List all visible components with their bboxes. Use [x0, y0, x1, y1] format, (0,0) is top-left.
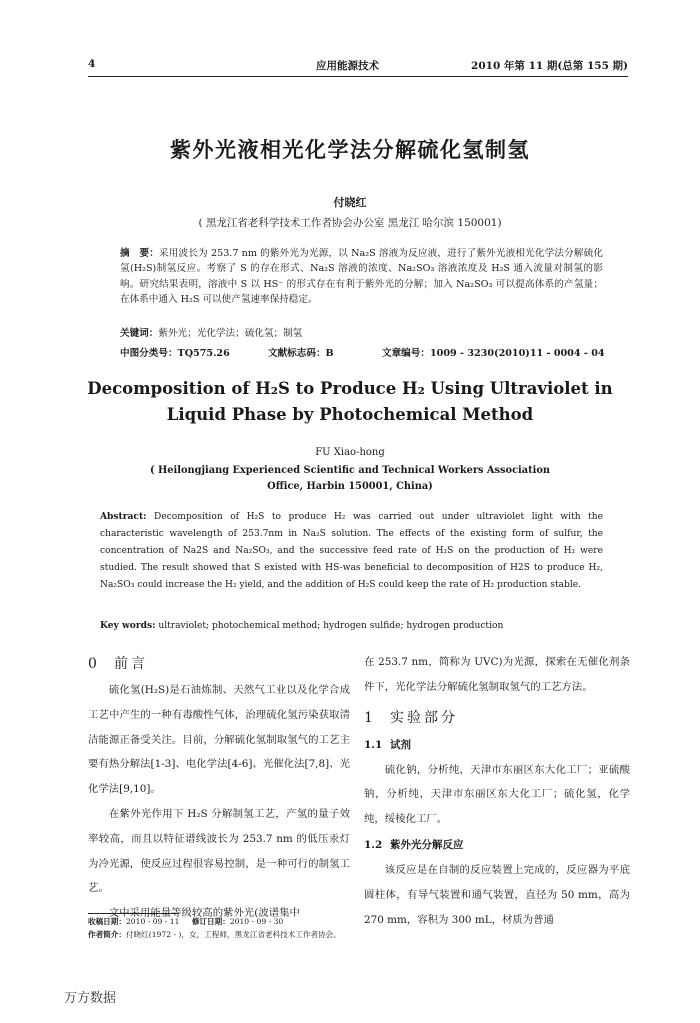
section-number: 1: [364, 709, 373, 726]
keywords-english: [100, 620, 603, 631]
abstract-chinese: [120, 246, 603, 308]
footnote-dates: [88, 916, 350, 929]
keywords-english-text: ultraviolet; photochemical method; hydrogen sulfide; hydrogen production: [155, 621, 504, 631]
section-number: 0: [88, 656, 97, 672]
subsection-title: 紫外光分解反应: [390, 838, 464, 851]
section-heading-experiment: [364, 704, 630, 732]
bio-label: 作者简介：: [88, 929, 126, 939]
keywords-chinese: [120, 325, 603, 339]
subsection-heading-reagents: [364, 732, 630, 758]
footnote-bio: [88, 929, 350, 942]
abstract-english: [100, 509, 603, 594]
affiliation-chinese: ( 黑龙江省老科学技术工作者协会办公室 黑龙江 哈尔滨 150001): [198, 217, 502, 229]
intro-paragraph-1: 硫化氢(H₂S)是石油炼制、天然气工业以及化学合成工艺中产生的一种有毒酸性气体，治理硫化氢污染获取清洁能源正备受关注。目前，分解硫化氢制取氢气的工艺主要有热分解法[1-3]、电化学法[4-6]、光催化法[7,8]、光化学法[9,10]。: [88, 684, 350, 796]
left-column: [88, 650, 350, 926]
abstract-english-text: Decomposition of H₂S to produce H₂ was carried out under ultraviolet light with the characteristic wavelength of 253.7nm in Na₂S solution. The effects of the existing form of sulfur, the concentration of Na2S and Na₂SO₃, and the successive feed rate of H₂S on the production of H₂ were studied. The result showed that S existed with HS-was beneficial to decomposition of H2S to produce H₂, Na₂SO₃ could increase the H₂ yield, and the addition of H₂S could keep the rate of H₂ production stable.: [100, 512, 603, 590]
subsection-heading-reaction: [364, 832, 630, 858]
article-number: 文章编号：1009 - 3230(2010)11 - 0004 - 04: [382, 348, 605, 359]
received-label: 收稿日期：: [88, 917, 126, 926]
running-header: [88, 58, 628, 76]
keywords-chinese-text: 紫外光；光化学法；硫化氢；制氢: [158, 328, 303, 339]
revised-label: 修订日期：: [191, 917, 230, 926]
reagents-paragraph: 硫化钠，分析纯，天津市东丽区东大化工厂；亚硫酸钠，分析纯，天津市东丽区东大化工厂；硫化氢，化学纯，绥棱化工厂。: [364, 763, 630, 826]
title-english-line1: Decomposition of H₂S to Produce H₂ Using Ultraviolet in: [87, 379, 613, 398]
right-column: [364, 650, 630, 932]
revised-date: 2010 - 09 - 30: [229, 917, 284, 926]
issue-info: 2010 年第 11 期(总第 155 期): [471, 60, 628, 72]
bio-text: 付晓红(1972 - )，女，工程师，黑龙江省老科技术工作者协会。: [125, 929, 341, 939]
keywords-english-label: Key words:: [100, 620, 156, 631]
abstract-chinese-label: 摘 要：: [120, 248, 160, 259]
title-chinese: 紫外光液相光化学法分解硫化氢制氢: [170, 137, 530, 162]
intro-paragraph-3: 文中采用能量等级较高的紫外光(波谱集中: [108, 907, 300, 920]
abstract-english-label: Abstract:: [100, 511, 147, 522]
journal-name: 应用能源技术: [316, 60, 379, 72]
watermark: 万方数据: [64, 991, 117, 1006]
affiliation-english: [0, 463, 700, 494]
affiliation-english-line2: Office, Harbin 150001, China): [267, 480, 433, 492]
section-title: 前言: [114, 656, 148, 672]
title-english: [0, 376, 700, 428]
subsection-number: 1.1: [364, 738, 383, 751]
author-english: FU Xiao-hong: [315, 447, 385, 458]
intro-continuation: 在 253.7 nm，简称为 UVC)为光源，探索在无催化剂条件下，光化学法分解硫化氢制取氢气的工艺方法。: [364, 656, 630, 693]
title-english-line2: Liquid Phase by Photochemical Method: [166, 405, 534, 424]
header-rule: [88, 76, 628, 77]
page-number: 4: [88, 58, 96, 70]
received-date: 2010 - 09 - 11: [125, 917, 180, 926]
affiliation-english-line1: ( Heilongjiang Experienced Scientific and Technical Workers Association: [149, 465, 551, 476]
section-title: 实验部分: [390, 709, 458, 726]
section-heading-intro: [88, 650, 350, 678]
keywords-chinese-label: 关键词：: [120, 328, 159, 339]
author-chinese: 付晓红: [333, 196, 367, 209]
footnote-rule: [88, 913, 178, 914]
subsection-number: 1.2: [364, 838, 383, 851]
document-code: 文献标志码：B: [268, 348, 334, 359]
clc-number: 中图分类号：TQ575.26: [120, 348, 230, 359]
footnote: [88, 916, 350, 941]
intro-paragraph-2: 在紫外光作用下 H₂S 分解制氢工艺，产氢的量子效率较高，而且以特征谱线波长为 253.7 nm 的低压汞灯为冷光源，使反应过程很容易控制，是一种可行的制氢工艺。: [88, 807, 350, 895]
abstract-chinese-text: 采用波长为 253.7 nm 的紫外光为光源，以 Na₂S 溶液为反应液，进行了紫外光液相光化学法分解硫化氢(H₂S)制氢反应。考察了 S 的存在形式、Na₂S 溶液的浓度、Na₂SO₃ 溶液浓度及 H₂S 通入流量对制氢的影响。研究结果表明，溶液中 S 以 HS⁻ 的形式存在有利于紫外光的分解；加入 Na₂SO₃ 可以提高体系的产氢量；在体系中通入 H₂S 可以使产氢速率保持稳定。: [120, 248, 603, 306]
reaction-paragraph: 该反应是在自制的反应装置上完成的，反应器为平底圆柱体，有导气装置和通气装置，直径为 50 mm，高为 270 mm，容积为 300 mL，材质为普通: [364, 863, 630, 926]
subsection-title: 试剂: [390, 738, 411, 751]
